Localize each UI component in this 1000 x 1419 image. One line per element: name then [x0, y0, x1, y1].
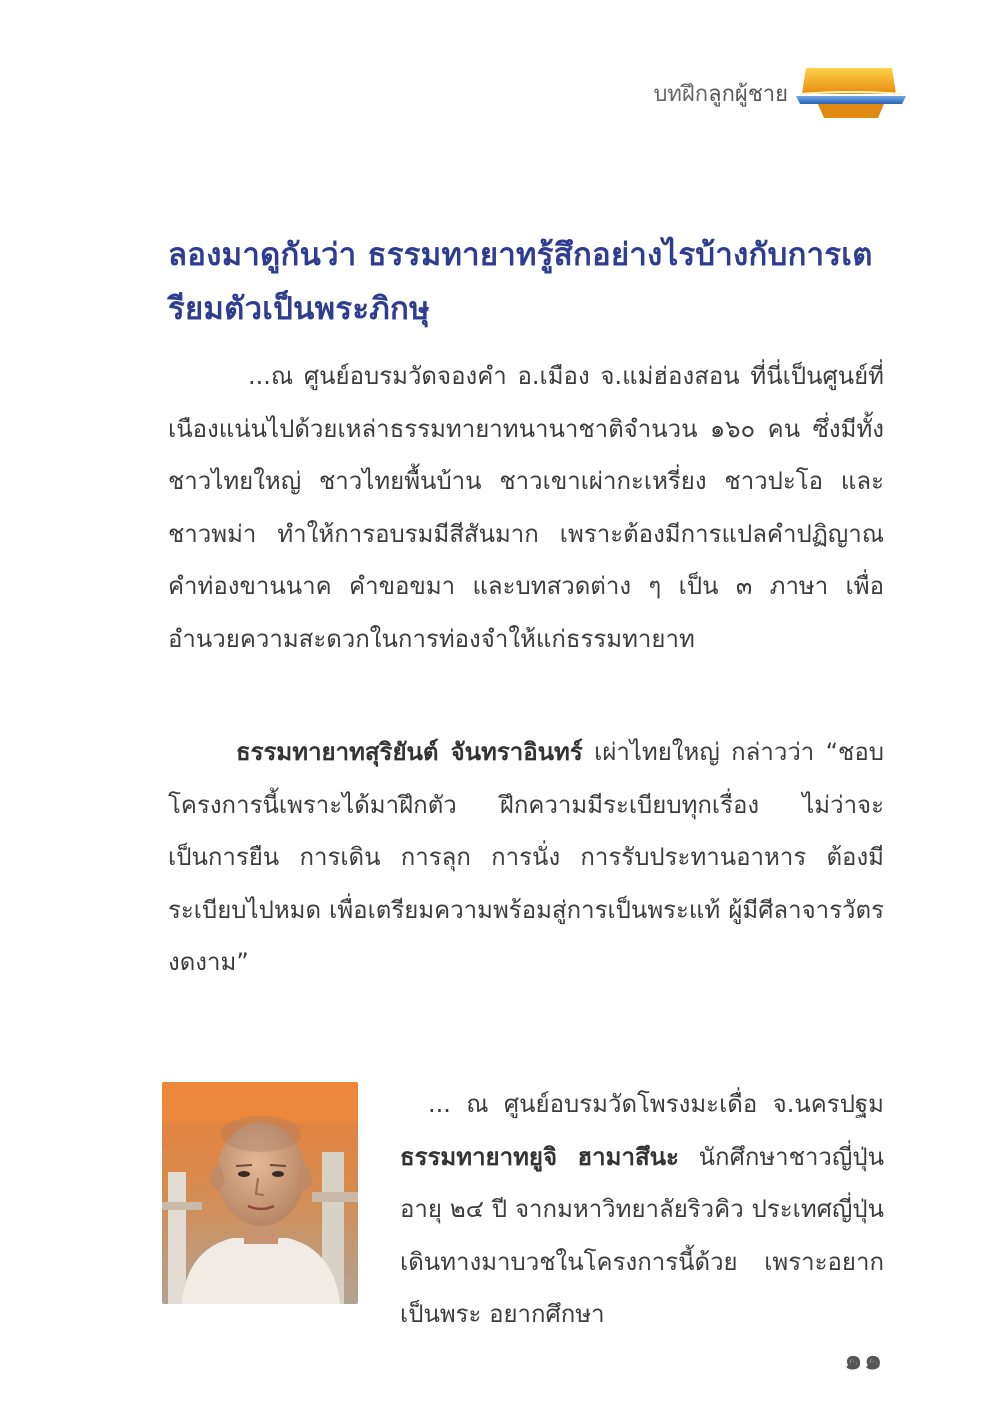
section-label-prefix: บทฝึก — [653, 82, 709, 107]
location-intro: ... ณ ศูนย์อบรมวัดโพรงมะเดื่อ จ.นครปฐม — [428, 1090, 884, 1118]
portrait-photo — [162, 1082, 358, 1304]
paragraph-yuji-intro — [400, 1078, 884, 1341]
section-label-suffix: ลูกผู้ชาย — [708, 82, 788, 107]
article-title: ลองมาดูกันว่า ธรรมทายาทรู้สึกอย่างไรบ้างกับการเตรียมตัวเป็นพระภิกษุ — [168, 237, 873, 327]
paragraph-jongkham-center: ...ณ ศูนย์อบรมวัดจองคำ อ.เมือง จ.แม่ฮ่องสอน ที่นี่เป็นศูนย์ที่เนืองแน่นไปด้วยเหล่าธรรมทายาทนานาชาติจำนวน ๑๖๐ คน ซึ่งมีทั้งชาวไทยใหญ่ ชาวไทยพื้นบ้าน ชาวเขาเผ่ากะเหรี่ยง ชาวปะโอ และชาวพม่า ทำให้การอบรมมีสีสันมาก เพราะต้องมีการแปลคำปฏิญาณ คำท่องขานนาค คำขอขมา และบทสวดต่าง ๆ เป็น ๓ ภาษา เพื่ออำนวยความสะดวกในการท่องจำให้แก่ธรรมทายาท — [168, 362, 884, 653]
quote-text-suriyan: เผ่าไทยใหญ่ กล่าวว่า “ชอบโครงการนี้เพราะได้มาฝึกตัว ฝึกความมีระเบียบทุกเรื่อง ไม่ว่าจะเป็นการยืน การเดิน การลุก การนั่ง การรับประทานอาหาร ต้องมีระเบียบไปหมด เพื่อเตรียมความพร้อมสู่การเป็นพระแท้ ผู้มีศีลาจารวัตรงดงาม” — [168, 738, 884, 977]
portrait-illustration — [162, 1082, 358, 1304]
running-header — [590, 60, 910, 120]
page-number: ๑๑ — [844, 1343, 884, 1376]
paragraph-suriyan-quote — [168, 726, 884, 989]
book-emblem-icon — [792, 60, 910, 122]
speaker-name-suriyan: ธรรมทายาทสุริยันต์ จันทราอินทร์ — [236, 738, 583, 766]
speaker-name-yuji: ธรรมทายาทยูจิ ฮามาสึนะ — [400, 1142, 679, 1171]
description-yuji: นักศึกษาชาวญี่ปุ่นอายุ ๒๔ ปี จากมหาวิทยาลัยริวคิว ประเทศญี่ปุ่น เดินทางมาบวชในโครงการนี้ด้วย เพราะอยากเป็นพระ อยากศึกษา — [400, 1142, 884, 1329]
section-label — [653, 76, 788, 111]
